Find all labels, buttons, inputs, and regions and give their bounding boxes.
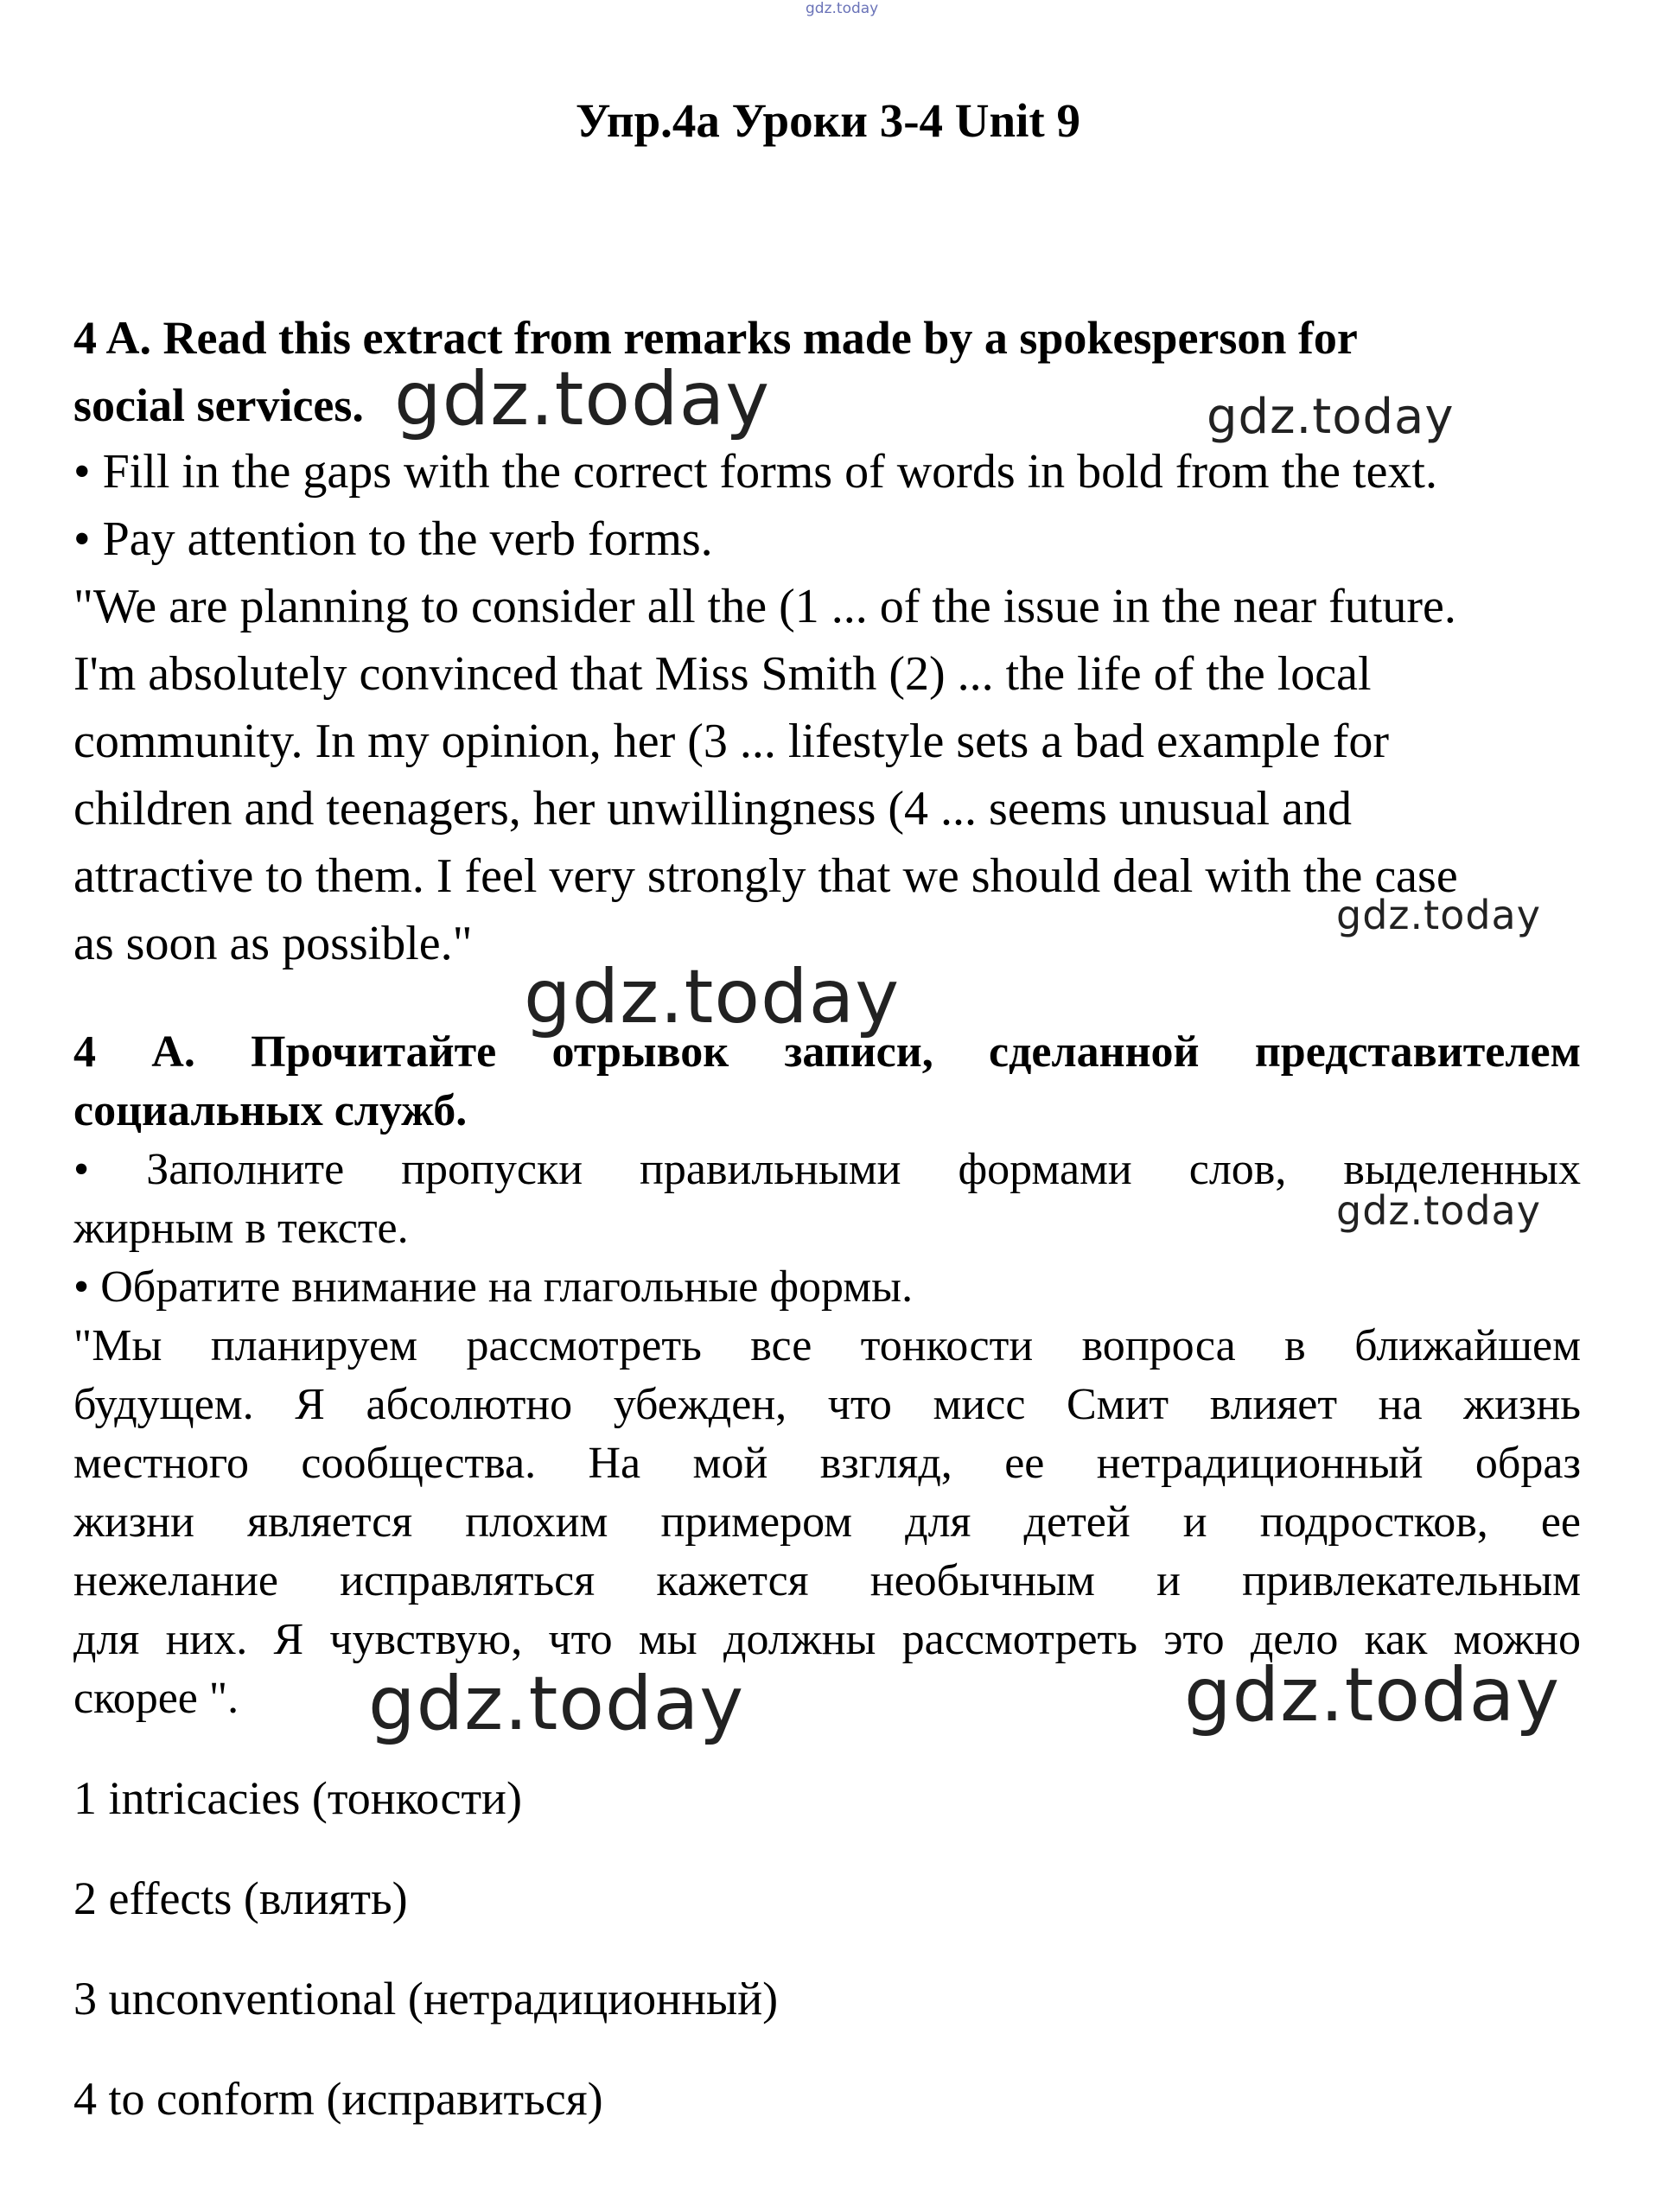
watermark: gdz.today [368, 1661, 745, 1747]
answer-item: 4 to conform (исправиться) [73, 2073, 603, 2125]
english-text-line: as soon as possible." [73, 917, 473, 970]
english-instruction: • Fill in the gaps with the correct forms of words in bold from the text. [73, 445, 1437, 499]
page-title: Упр.4а Уроки 3-4 Unit 9 [576, 94, 1080, 147]
english-text-line: I'm absolutely convinced that Miss Smith (2) ... the life of the local [73, 647, 1372, 701]
russian-text-line: для них. Я чувствую, что мы должны рассмотреть это дело как можно [73, 1615, 1581, 1664]
answer-item: 3 unconventional (нетрадиционный) [73, 1973, 779, 2024]
russian-text-line: скорее ". [73, 1674, 239, 1723]
watermark: gdz.today [524, 954, 901, 1040]
russian-text-line: местного сообщества. На мой взгляд, ее нетрадиционный образ [73, 1439, 1581, 1488]
watermark: gdz.today [1207, 389, 1455, 445]
russian-text-line: "Мы планируем рассмотреть все тонкости вопроса в ближайшем [73, 1321, 1581, 1370]
answer-item: 2 effects (влиять) [73, 1872, 408, 1924]
russian-instruction: • Обратите внимание на глагольные формы. [73, 1262, 914, 1312]
watermark: gdz.today [1336, 892, 1541, 938]
english-text-line: community. In my opinion, her (3 ... lifestyle sets a bad example for [73, 715, 1390, 768]
english-text-line: attractive to them. I feel very strongly that we should deal with the case [73, 849, 1458, 903]
russian-instruction: жирным в тексте. [73, 1204, 409, 1253]
russian-text-line: жизни является плохим примером для детей и подростков, ее [73, 1497, 1581, 1547]
russian-text-line: будущем. Я абсолютно убежден, что мисс Смит влияет на жизнь [73, 1380, 1581, 1429]
russian-instruction: • Заполните пропуски правильными формами слов, выделенных [73, 1145, 1581, 1194]
english-heading: social services. [73, 379, 364, 431]
russian-heading: социальных служб. [73, 1086, 468, 1135]
russian-text-line: нежелание исправляться кажется необычным и привлекательным [73, 1556, 1581, 1605]
watermark-top: gdz.today [806, 0, 879, 17]
watermark: gdz.today [1184, 1652, 1561, 1738]
answer-item: 1 intricacies (тонкости) [73, 1772, 522, 1824]
watermark: gdz.today [394, 356, 771, 442]
english-instruction: • Pay attention to the verb forms. [73, 512, 713, 566]
english-heading: 4 A. Read this extract from remarks made by a spokesperson for [73, 312, 1358, 364]
english-text-line: "We are planning to consider all the (1 ... of the issue in the near future. [73, 580, 1456, 633]
watermark: gdz.today [1336, 1187, 1541, 1234]
russian-heading: 4 А. Прочитайте отрывок записи, сделанной представителем [73, 1027, 1581, 1077]
english-text-line: children and teenagers, her unwillingness (4 ... seems unusual and [73, 782, 1352, 836]
